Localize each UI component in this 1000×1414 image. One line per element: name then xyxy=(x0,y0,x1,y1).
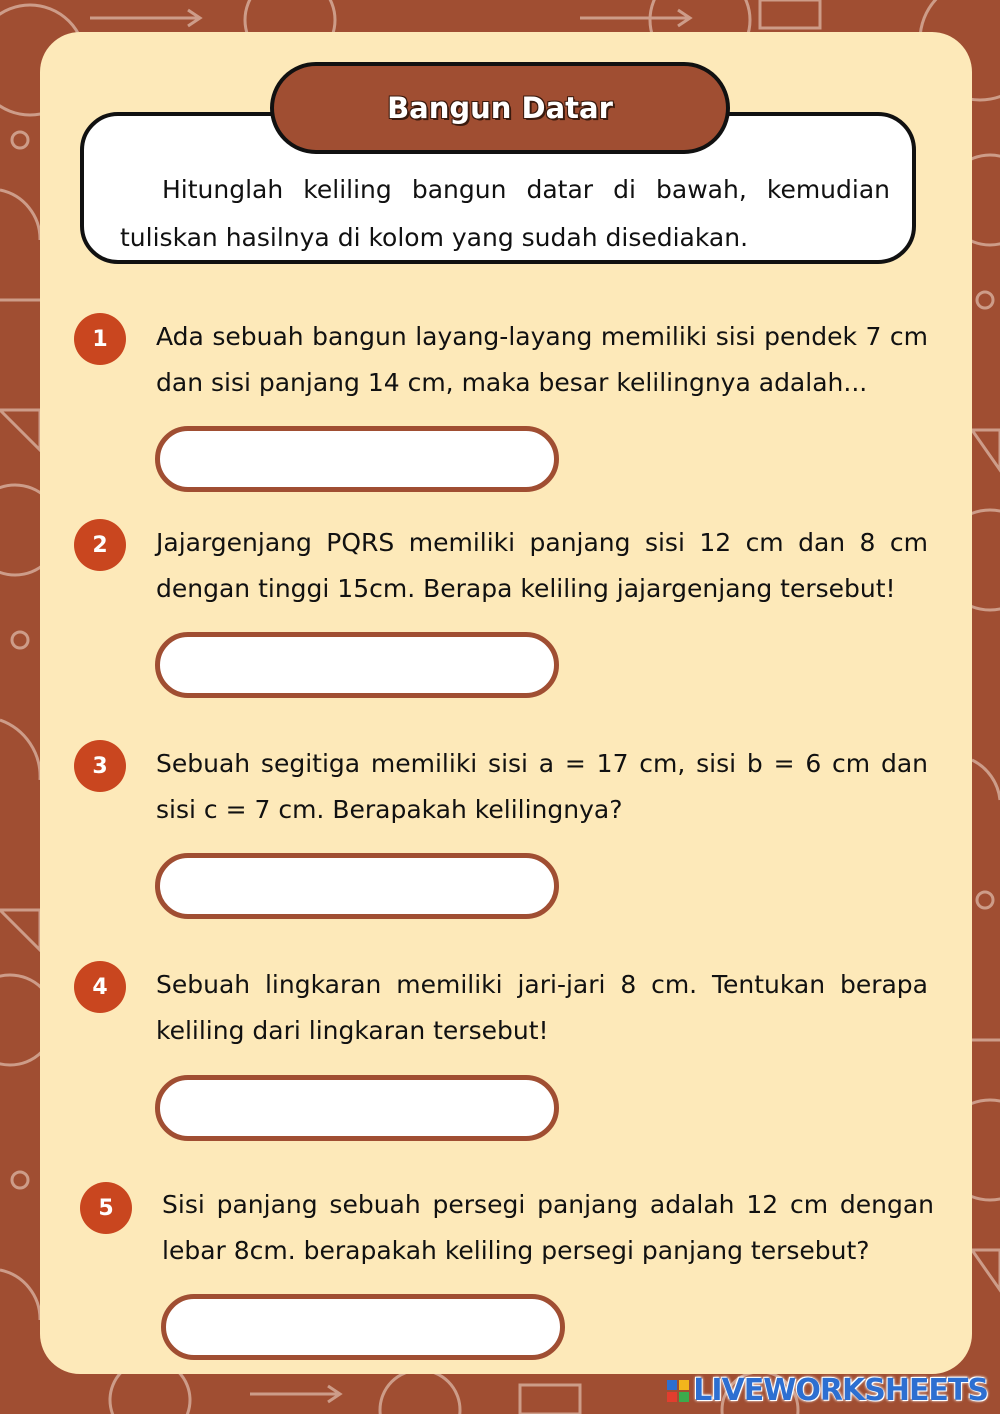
answer-input-3[interactable] xyxy=(155,853,559,919)
question-text-4: Sebuah lingkaran memiliki jari-jari 8 cm. Tentukan berapa keliling dari lingkaran tersebut! xyxy=(156,970,928,1045)
question-number-4: 4 xyxy=(74,961,126,1013)
answer-input-4[interactable] xyxy=(155,1075,559,1141)
liveworksheets-logo-icon xyxy=(667,1380,689,1402)
question-text-1: Ada sebuah bangun layang-layang memiliki sisi pendek 7 cm dan sisi panjang 14 cm, maka besar kelilingnya adalah... xyxy=(156,322,928,397)
liveworksheets-logo-text: LIVEWORKSHEETS xyxy=(693,1373,988,1408)
question-number-3: 3 xyxy=(74,740,126,792)
answer-input-2[interactable] xyxy=(155,632,559,698)
question-number-1: 1 xyxy=(74,313,126,365)
question-text-2: Jajargenjang PQRS memiliki panjang sisi 12 cm dan 8 cm dengan tinggi 15cm. Berapa keliling jajargenjang tersebut! xyxy=(156,528,928,603)
instructions-text: Hitunglah keliling bangun datar di bawah, kemudian tuliskan hasilnya di kolom yang sudah disediakan. xyxy=(120,175,890,252)
answer-input-5[interactable] xyxy=(161,1294,565,1360)
question-number-5: 5 xyxy=(80,1182,132,1234)
question-text-3: Sebuah segitiga memiliki sisi a = 17 cm, sisi b = 6 cm dan sisi c = 7 cm. Berapakah kelilingnya? xyxy=(156,749,928,824)
question-text-5: Sisi panjang sebuah persegi panjang adalah 12 cm dengan lebar 8cm. berapakah keliling persegi panjang tersebut? xyxy=(162,1190,934,1265)
title-banner xyxy=(270,62,730,154)
answer-input-1[interactable] xyxy=(155,426,559,492)
question-number-2: 2 xyxy=(74,519,126,571)
page-title: Bangun Datar xyxy=(387,91,613,125)
liveworksheets-logo[interactable] xyxy=(667,1373,988,1408)
